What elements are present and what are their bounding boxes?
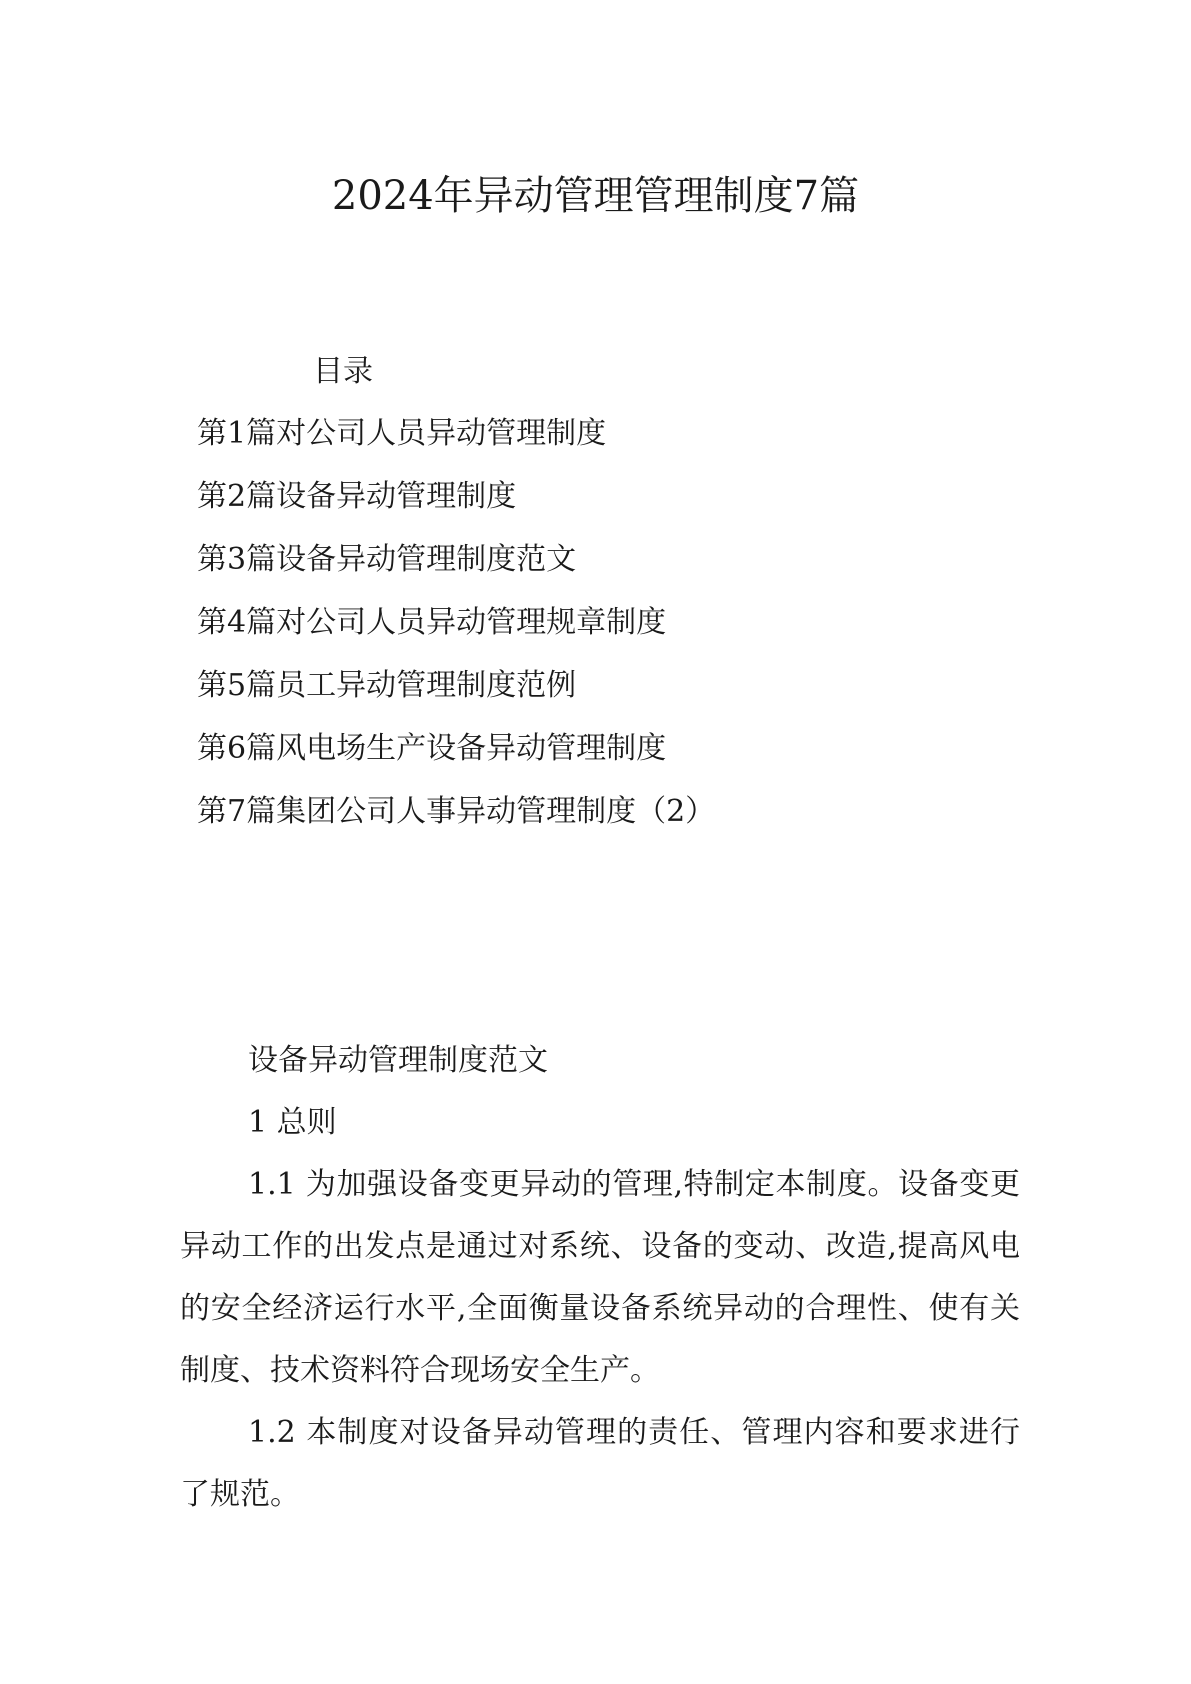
paragraph-1-2: 1.2 本制度对设备异动管理的责任、管理内容和要求进行了规范。 — [180, 1415, 1020, 1512]
section-title: 设备异动管理制度范文 — [248, 1043, 548, 1078]
toc-item-3: 第3篇设备异动管理制度范文 — [197, 542, 577, 577]
toc-item-1: 第1篇对公司人员异动管理制度 — [197, 416, 607, 451]
toc-item-5: 第5篇员工异动管理制度范例 — [197, 668, 577, 703]
body-section — [180, 1030, 1020, 1526]
toc-item-2: 第2篇设备异动管理制度 — [197, 479, 517, 514]
toc-item-4: 第4篇对公司人员异动管理规章制度 — [197, 605, 667, 640]
toc-item-6: 第6篇风电场生产设备异动管理制度 — [197, 731, 667, 766]
document-title: 2024年异动管理管理制度7篇 — [331, 173, 860, 219]
clause-heading: 1 总则 — [248, 1105, 337, 1140]
toc-item-7: 第7篇集团公司人事异动管理制度（2） — [197, 794, 716, 829]
table-of-contents — [197, 414, 715, 855]
toc-heading: 目录 — [313, 354, 373, 389]
paragraph-1-1: 1.1 为加强设备变更异动的管理,特制定本制度。设备变更异动工作的出发点是通过对系统、设备的变动、改造,提高风电的安全经济运行水平,全面衡量设备系统异动的合理性、使有关制度、技术资料符合现场安全生产。 — [180, 1167, 1020, 1388]
